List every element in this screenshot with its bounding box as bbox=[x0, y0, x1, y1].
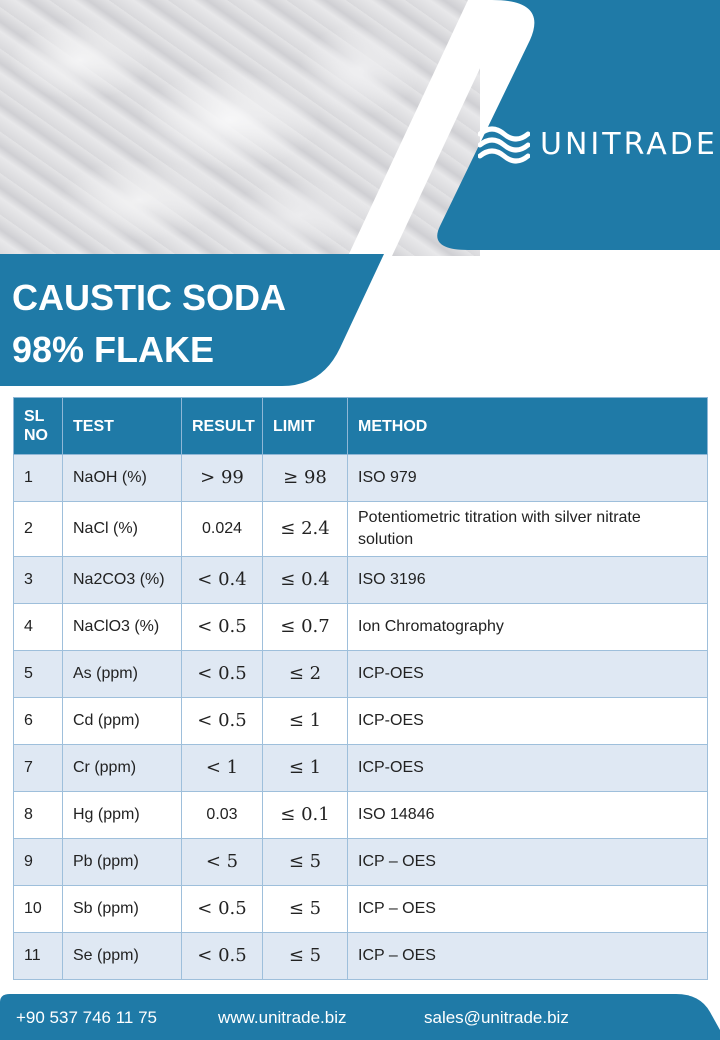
cell-test: Hg (ppm) bbox=[63, 792, 182, 839]
table-row bbox=[14, 651, 708, 698]
cell-test: Pb (ppm) bbox=[63, 839, 182, 886]
cell-result: < 5 bbox=[182, 839, 263, 886]
table-row bbox=[14, 839, 708, 886]
cell-sl: 11 bbox=[14, 933, 63, 980]
email-link[interactable]: sales@unitrade.biz bbox=[424, 1008, 569, 1027]
cell-sl: 6 bbox=[14, 698, 63, 745]
cell-limit: ≤ 0.4 bbox=[263, 557, 348, 604]
cell-method: ICP-OES bbox=[348, 698, 708, 745]
cell-test: NaClO3 (%) bbox=[63, 604, 182, 651]
cell-test: Se (ppm) bbox=[63, 933, 182, 980]
cell-result: > 99 bbox=[182, 455, 263, 502]
cell-sl: 3 bbox=[14, 557, 63, 604]
table-row bbox=[14, 455, 708, 502]
table-row bbox=[14, 933, 708, 980]
cell-limit: ≤ 2.4 bbox=[263, 502, 348, 557]
cell-limit: ≤ 1 bbox=[263, 745, 348, 792]
cell-result: < 1 bbox=[182, 745, 263, 792]
unitrade-logo bbox=[478, 122, 718, 166]
table-row bbox=[14, 792, 708, 839]
cell-result: < 0.5 bbox=[182, 886, 263, 933]
cell-sl: 2 bbox=[14, 502, 63, 557]
table-header-row bbox=[14, 398, 708, 455]
table-row bbox=[14, 557, 708, 604]
cell-sl: 9 bbox=[14, 839, 63, 886]
cell-sl: 4 bbox=[14, 604, 63, 651]
cell-result: < 0.5 bbox=[182, 651, 263, 698]
header-limit: LIMIT bbox=[263, 398, 348, 455]
header-result: RESULT bbox=[182, 398, 263, 455]
cell-test: Cd (ppm) bbox=[63, 698, 182, 745]
brand-name: UNITRADE bbox=[540, 126, 718, 162]
cell-sl: 7 bbox=[14, 745, 63, 792]
cell-result: < 0.5 bbox=[182, 933, 263, 980]
wave-logo-icon bbox=[478, 124, 530, 164]
cell-method: ICP-OES bbox=[348, 651, 708, 698]
cell-test: NaOH (%) bbox=[63, 455, 182, 502]
cell-method: ICP – OES bbox=[348, 933, 708, 980]
cell-test: As (ppm) bbox=[63, 651, 182, 698]
title-line-1: CAUSTIC SODA bbox=[12, 277, 287, 318]
header-test: TEST bbox=[63, 398, 182, 455]
cell-limit: ≤ 2 bbox=[263, 651, 348, 698]
cell-method: Ion Chromatography bbox=[348, 604, 708, 651]
cell-test: Na2CO3 (%) bbox=[63, 557, 182, 604]
product-title bbox=[12, 272, 286, 376]
cell-method: ICP-OES bbox=[348, 745, 708, 792]
cell-test: Cr (ppm) bbox=[63, 745, 182, 792]
cell-method: ICP – OES bbox=[348, 839, 708, 886]
cell-sl: 1 bbox=[14, 455, 63, 502]
contact-footer bbox=[0, 994, 720, 1040]
header-sl-no: SL NO bbox=[14, 398, 63, 455]
cell-result: < 0.5 bbox=[182, 698, 263, 745]
cell-sl: 5 bbox=[14, 651, 63, 698]
cell-limit: ≥ 98 bbox=[263, 455, 348, 502]
table-row bbox=[14, 604, 708, 651]
table-row bbox=[14, 698, 708, 745]
cell-method: ISO 14846 bbox=[348, 792, 708, 839]
cell-sl: 8 bbox=[14, 792, 63, 839]
cell-method: ISO 3196 bbox=[348, 557, 708, 604]
header-method: METHOD bbox=[348, 398, 708, 455]
phone-number[interactable]: +90 537 746 11 75 bbox=[16, 1008, 158, 1027]
cell-test: Sb (ppm) bbox=[63, 886, 182, 933]
table-row bbox=[14, 886, 708, 933]
table-row bbox=[14, 745, 708, 792]
cell-limit: ≤ 0.7 bbox=[263, 604, 348, 651]
cell-method: Potentiometric titration with silver nitrate solution bbox=[348, 502, 708, 557]
website-link[interactable]: www.unitrade.biz bbox=[218, 1008, 347, 1027]
cell-result: 0.03 bbox=[182, 792, 263, 839]
cell-limit: ≤ 5 bbox=[263, 839, 348, 886]
cell-sl: 10 bbox=[14, 886, 63, 933]
table-row bbox=[14, 502, 708, 557]
specification-table bbox=[13, 397, 708, 980]
title-line-2: 98% FLAKE bbox=[12, 329, 215, 370]
cell-result: < 0.5 bbox=[182, 604, 263, 651]
cell-method: ICP – OES bbox=[348, 886, 708, 933]
cell-limit: ≤ 1 bbox=[263, 698, 348, 745]
cell-method: ISO 979 bbox=[348, 455, 708, 502]
cell-limit: ≤ 0.1 bbox=[263, 792, 348, 839]
cell-limit: ≤ 5 bbox=[263, 933, 348, 980]
cell-result: < 0.4 bbox=[182, 557, 263, 604]
cell-limit: ≤ 5 bbox=[263, 886, 348, 933]
cell-test: NaCl (%) bbox=[63, 502, 182, 557]
cell-result: 0.024 bbox=[182, 502, 263, 557]
